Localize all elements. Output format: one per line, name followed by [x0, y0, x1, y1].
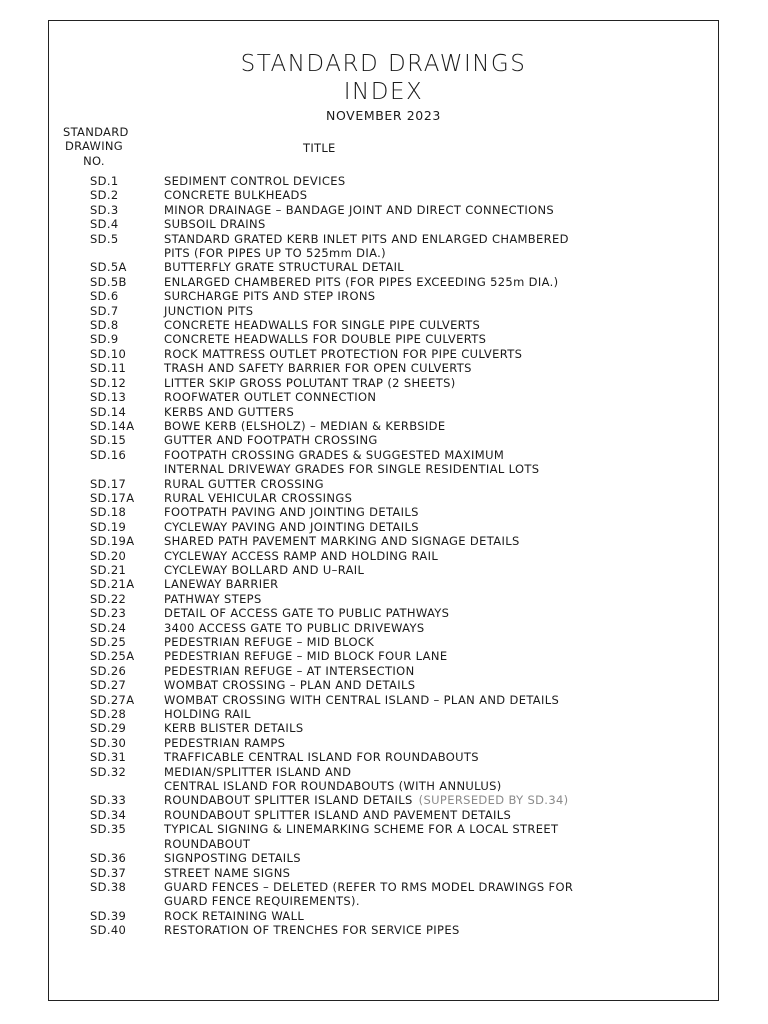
table-row: [49, 188, 718, 202]
table-row: [49, 390, 718, 404]
table-row: [49, 822, 718, 851]
drawing-title-line: [164, 289, 684, 303]
drawing-title-line: [164, 188, 684, 202]
table-row: [49, 649, 718, 663]
drawing-title-line: [164, 664, 684, 678]
drawing-title-line: [164, 275, 684, 289]
table-row: [49, 621, 718, 635]
drawing-title-text: STREET NAME SIGNS: [164, 865, 291, 880]
drawing-title-line: [164, 635, 684, 649]
drawing-number: SD.15: [90, 433, 127, 448]
drawing-title: [164, 649, 684, 663]
drawing-title: [164, 577, 684, 591]
drawing-title-text: FOOTPATH CROSSING GRADES & SUGGESTED MAXIMUM: [164, 447, 505, 462]
drawing-title: [164, 448, 684, 477]
drawing-title-text: LITTER SKIP GROSS POLUTANT TRAP (2 SHEETS): [164, 375, 456, 390]
drawing-number: SD.36: [90, 851, 127, 866]
drawing-number: SD.20: [90, 548, 127, 563]
drawing-title-text: GUTTER AND FOOTPATH CROSSING: [164, 433, 378, 448]
table-row: [49, 664, 718, 678]
drawing-number: SD.35: [90, 822, 127, 837]
drawing-sheet: [48, 20, 719, 1001]
table-row: [49, 577, 718, 591]
drawing-title-text: TRAFFICABLE CENTRAL ISLAND FOR ROUNDABOUTS: [164, 750, 479, 765]
drawing-title-text: CYCLEWAY PAVING AND JOINTING DETAILS: [164, 519, 419, 534]
table-row: [49, 707, 718, 721]
drawing-title-line: [164, 606, 684, 620]
drawing-title-line: [164, 304, 684, 318]
table-row: [49, 491, 718, 505]
drawing-title: [164, 390, 684, 404]
table-row: [49, 693, 718, 707]
table-row: [49, 880, 718, 909]
table-row: [49, 505, 718, 519]
drawing-title: [164, 678, 684, 692]
drawing-number: SD.39: [90, 908, 127, 923]
drawing-title-line: [164, 549, 684, 563]
drawing-title-text: RESTORATION OF TRENCHES FOR SERVICE PIPES: [164, 923, 460, 938]
table-row: [49, 534, 718, 548]
drawing-title: [164, 520, 684, 534]
drawing-title-line: [164, 894, 684, 908]
drawing-title-text: 3400 ACCESS GATE TO PUBLIC DRIVEWAYS: [164, 620, 425, 635]
drawing-title-line: [164, 736, 684, 750]
drawing-title: [164, 405, 684, 419]
drawing-title-text: TRASH AND SAFETY BARRIER FOR OPEN CULVERTS: [164, 361, 472, 376]
drawing-number: SD.16: [90, 447, 127, 462]
drawing-title: [164, 217, 684, 231]
table-row: [49, 361, 718, 375]
drawing-number: SD.26: [90, 663, 127, 678]
drawing-title-text: PEDESTRIAN RAMPS: [164, 735, 286, 750]
drawing-title: [164, 260, 684, 274]
drawing-title: [164, 707, 684, 721]
drawing-number: SD.12: [90, 375, 127, 390]
drawing-title-line: [164, 693, 684, 707]
page-subtitle: INDEX: [343, 79, 424, 105]
drawing-title-line: [164, 246, 684, 260]
drawing-title-text: TYPICAL SIGNING & LINEMARKING SCHEME FOR A LOCAL STREET: [164, 822, 559, 837]
drawing-title-text: PEDESTRIAN REFUGE – AT INTERSECTION: [164, 663, 415, 678]
table-row: [49, 520, 718, 534]
drawing-number: SD.33: [90, 793, 127, 808]
table-row: [49, 419, 718, 433]
drawing-title-text: SIGNPOSTING DETAILS: [164, 851, 301, 866]
table-row: [49, 808, 718, 822]
table-row: [49, 477, 718, 491]
drawing-title: [164, 275, 684, 289]
table-row: [49, 332, 718, 346]
drawing-number: SD.19A: [90, 534, 135, 549]
table-row: [49, 851, 718, 865]
drawing-title-line: [164, 217, 684, 231]
drawing-title-line: [164, 779, 684, 793]
drawing-title: [164, 188, 684, 202]
drawing-number: SD.40: [90, 923, 127, 938]
drawing-title-text: PITS (FOR PIPES UP TO 525mm DIA.): [164, 246, 386, 261]
drawing-title-text: CONCRETE HEADWALLS FOR SINGLE PIPE CULVERTS: [164, 318, 481, 333]
drawing-title-text: RURAL GUTTER CROSSING: [164, 476, 324, 491]
drawing-number: SD.21A: [90, 577, 135, 592]
table-row: [49, 405, 718, 419]
column-header-number: [63, 125, 129, 168]
table-row: [49, 592, 718, 606]
drawing-title: [164, 606, 684, 620]
drawing-title-line: [164, 232, 684, 246]
drawing-title-line: [164, 621, 684, 635]
drawing-title-text: CONCRETE HEADWALLS FOR DOUBLE PIPE CULVERTS: [164, 332, 487, 347]
drawing-title-text: RURAL VEHICULAR CROSSINGS: [164, 490, 353, 505]
table-row: [49, 275, 718, 289]
table-row: [49, 376, 718, 390]
drawing-title-line: [164, 563, 684, 577]
drawing-title: [164, 318, 684, 332]
drawing-title-line: [164, 837, 684, 851]
drawing-title-text: PEDESTRIAN REFUGE – MID BLOCK: [164, 635, 375, 649]
drawing-title-text: WOMBAT CROSSING – PLAN AND DETAILS: [164, 678, 416, 693]
drawing-number: SD.28: [90, 707, 127, 722]
drawing-title-line: [164, 592, 684, 606]
drawing-title-text: ROOFWATER OUTLET CONNECTION: [164, 390, 377, 405]
drawing-title-line: [164, 347, 684, 361]
drawing-title: [164, 563, 684, 577]
drawing-number: SD.31: [90, 750, 127, 765]
drawing-number: SD.8: [90, 318, 119, 333]
drawing-number: SD.38: [90, 879, 127, 894]
table-row: [49, 318, 718, 332]
table-row: [49, 217, 718, 231]
drawing-number: SD.7: [90, 303, 119, 318]
drawing-number: SD.37: [90, 865, 127, 880]
drawing-title-line: [164, 419, 684, 433]
drawing-title: [164, 721, 684, 735]
drawing-number: SD.2: [90, 188, 119, 203]
drawing-title-line: [164, 318, 684, 332]
drawing-title-line: [164, 260, 684, 274]
drawing-title: [164, 880, 684, 909]
drawing-title-text: SURCHARGE PITS AND STEP IRONS: [164, 289, 376, 304]
drawing-title-line: [164, 678, 684, 692]
drawing-title: [164, 332, 684, 346]
drawing-title-text: FOOTPATH PAVING AND JOINTING DETAILS: [164, 505, 419, 520]
drawing-title: [164, 549, 684, 563]
drawing-title: [164, 347, 684, 361]
drawing-title-text: MEDIAN/SPLITTER ISLAND AND: [164, 764, 352, 779]
drawing-number: SD.17A: [90, 490, 135, 505]
drawing-title-text: KERB BLISTER DETAILS: [164, 721, 304, 736]
drawing-title-text: WOMBAT CROSSING WITH CENTRAL ISLAND – PLAN AND DETAILS: [164, 692, 560, 707]
table-row: [49, 635, 718, 649]
drawing-title-line: [164, 866, 684, 880]
drawing-title-line: [164, 851, 684, 865]
table-row: [49, 549, 718, 563]
drawing-title: [164, 304, 684, 318]
table-row: [49, 347, 718, 361]
drawing-title-text: ROUNDABOUT: [164, 836, 251, 851]
drawing-title: [164, 203, 684, 217]
drawing-title-line: [164, 707, 684, 721]
superseded-note: (SUPERSEDED BY SD.34): [418, 793, 569, 808]
drawing-title: [164, 505, 684, 519]
drawing-number: SD.30: [90, 735, 127, 750]
drawing-title-line: [164, 462, 684, 476]
drawing-title-line: [164, 390, 684, 404]
drawing-number: SD.34: [90, 807, 127, 822]
drawing-title-text: ROCK RETAINING WALL: [164, 908, 305, 923]
drawing-title-text: PATHWAY STEPS: [164, 591, 262, 606]
drawing-title: [164, 232, 684, 261]
drawing-number: SD.18: [90, 505, 127, 520]
column-header-number-line: DRAWING: [65, 139, 123, 154]
drawing-title-line: [164, 534, 684, 548]
drawing-title: [164, 664, 684, 678]
table-row: [49, 232, 718, 261]
drawing-number: SD.25A: [90, 649, 135, 664]
drawing-title-text: DETAIL OF ACCESS GATE TO PUBLIC PATHWAYS: [164, 606, 450, 621]
drawing-title-text: BUTTERFLY GRATE STRUCTURAL DETAIL: [164, 260, 405, 275]
drawing-title-line: [164, 649, 684, 663]
drawing-title-line: [164, 765, 684, 779]
table-row: [49, 923, 718, 937]
drawing-title: [164, 534, 684, 548]
drawing-title-line: [164, 361, 684, 375]
column-header-number-line: STANDARD: [63, 125, 129, 139]
drawing-title-text: SEDIMENT CONTROL DEVICES: [164, 174, 346, 188]
table-row: [49, 721, 718, 735]
drawing-title: [164, 419, 684, 433]
table-row: [49, 433, 718, 447]
drawing-title-text: LANEWAY BARRIER: [164, 577, 279, 592]
drawing-title-text: CENTRAL ISLAND FOR ROUNDABOUTS (WITH ANNULUS): [164, 779, 502, 794]
drawing-title-line: [164, 793, 684, 807]
drawing-title-line: [164, 491, 684, 505]
drawing-title-text: GUARD FENCE REQUIREMENTS).: [164, 894, 360, 909]
table-row: [49, 203, 718, 217]
drawing-number: SD.14: [90, 404, 127, 419]
table-row: [49, 606, 718, 620]
drawing-number: SD.10: [90, 346, 127, 361]
drawing-title: [164, 822, 684, 851]
page-title: STANDARD DRAWINGS: [240, 51, 527, 77]
table-row: [49, 304, 718, 318]
drawing-number: SD.13: [90, 390, 127, 405]
drawing-number: SD.5B: [90, 274, 127, 289]
drawing-number: SD.1: [90, 174, 119, 188]
drawing-title: [164, 808, 684, 822]
drawing-number: SD.5: [90, 231, 119, 246]
drawing-title: [164, 635, 684, 649]
drawing-title: [164, 736, 684, 750]
column-header-title: TITLE: [303, 141, 336, 155]
drawing-title-text: HOLDING RAIL: [164, 707, 251, 722]
drawing-title: [164, 174, 684, 188]
drawing-index-list: [49, 174, 718, 938]
drawing-title: [164, 376, 684, 390]
drawing-number: SD.24: [90, 620, 127, 635]
drawing-number: SD.9: [90, 332, 119, 347]
table-row: [49, 563, 718, 577]
drawing-number: SD.5A: [90, 260, 127, 275]
drawing-number: SD.25: [90, 635, 127, 649]
drawing-number: SD.21: [90, 562, 127, 577]
drawing-number: SD.32: [90, 764, 127, 779]
drawing-title-text: MINOR DRAINAGE – BANDAGE JOINT AND DIRECT CONNECTIONS: [164, 202, 555, 217]
drawing-number: SD.14A: [90, 418, 135, 433]
drawing-title: [164, 693, 684, 707]
drawing-title-line: [164, 433, 684, 447]
drawing-title-text: ROUNDABOUT SPLITTER ISLAND AND PAVEMENT DETAILS: [164, 807, 512, 822]
drawing-title-line: [164, 332, 684, 346]
drawing-title: [164, 361, 684, 375]
drawing-title-text: INTERNAL DRIVEWAY GRADES FOR SINGLE RESIDENTIAL LOTS: [164, 462, 540, 477]
drawing-title-line: [164, 203, 684, 217]
table-row: [49, 260, 718, 274]
drawing-number: SD.27A: [90, 692, 135, 707]
drawing-title-text: CYCLEWAY ACCESS RAMP AND HOLDING RAIL: [164, 548, 439, 563]
drawing-title: [164, 765, 684, 794]
drawing-title: [164, 909, 684, 923]
column-header-number-line: NO.: [83, 153, 105, 168]
drawing-title: [164, 477, 684, 491]
drawing-title-line: [164, 405, 684, 419]
drawing-title-line: [164, 923, 684, 937]
drawing-title: [164, 851, 684, 865]
drawing-title-text: GUARD FENCES – DELETED (REFER TO RMS MODEL DRAWINGS FOR: [164, 879, 574, 894]
drawing-title-text: JUNCTION PITS: [164, 303, 254, 318]
drawing-title: [164, 491, 684, 505]
drawing-title-text: CONCRETE BULKHEADS: [164, 188, 308, 203]
drawing-number: SD.17: [90, 476, 127, 491]
drawing-title-line: [164, 822, 684, 836]
drawing-number: SD.11: [90, 361, 127, 376]
drawing-title: [164, 592, 684, 606]
table-row: [49, 909, 718, 923]
drawing-title-text: CYCLEWAY BOLLARD AND U–RAIL: [164, 562, 365, 577]
drawing-number: SD.4: [90, 217, 119, 232]
drawing-number: SD.19: [90, 519, 127, 534]
drawing-title-line: [164, 721, 684, 735]
drawing-title-line: [164, 477, 684, 491]
drawing-title-text: ROCK MATTRESS OUTLET PROTECTION FOR PIPE CULVERTS: [164, 346, 523, 361]
drawing-title-text: KERBS AND GUTTERS: [164, 404, 295, 419]
drawing-title-text: SUBSOIL DRAINS: [164, 217, 266, 232]
drawing-title-text: ENLARGED CHAMBERED PITS (FOR PIPES EXCEEDING 525m DIA.): [164, 274, 559, 289]
drawing-number: SD.22: [90, 591, 127, 606]
drawing-title-line: [164, 448, 684, 462]
drawing-title-line: [164, 880, 684, 894]
drawing-title-line: [164, 174, 684, 188]
table-row: [49, 289, 718, 303]
drawing-title: [164, 866, 684, 880]
drawing-title: [164, 793, 684, 807]
table-row: [49, 174, 718, 188]
drawing-title: [164, 923, 684, 937]
drawing-title-line: [164, 808, 684, 822]
drawing-title: [164, 621, 684, 635]
table-row: [49, 866, 718, 880]
drawing-title: [164, 750, 684, 764]
table-row: [49, 448, 718, 477]
table-row: [49, 750, 718, 764]
table-row: [49, 678, 718, 692]
drawing-number: SD.23: [90, 606, 127, 621]
drawing-title-line: [164, 750, 684, 764]
drawing-title: [164, 433, 684, 447]
drawing-number: SD.27: [90, 678, 127, 693]
drawing-title-line: [164, 520, 684, 534]
drawing-title-text: ROUNDABOUT SPLITTER ISLAND DETAILS: [164, 793, 413, 808]
drawing-number: SD.3: [90, 202, 119, 217]
drawing-title-text: BOWE KERB (ELSHOLZ) – MEDIAN & KERBSIDE: [164, 418, 446, 433]
drawing-title-text: STANDARD GRATED KERB INLET PITS AND ENLARGED CHAMBERED: [164, 231, 569, 246]
drawing-title: [164, 289, 684, 303]
drawing-title-line: [164, 505, 684, 519]
drawing-title-line: [164, 577, 684, 591]
table-row: [49, 736, 718, 750]
drawing-number: SD.29: [90, 721, 127, 736]
drawing-title-text: SHARED PATH PAVEMENT MARKING AND SIGNAGE DETAILS: [164, 534, 520, 549]
drawing-number: SD.6: [90, 289, 119, 304]
table-row: [49, 765, 718, 794]
drawing-title-text: PEDESTRIAN REFUGE – MID BLOCK FOUR LANE: [164, 649, 448, 664]
drawing-title-line: [164, 376, 684, 390]
table-row: [49, 793, 718, 807]
issue-date: NOVEMBER 2023: [326, 108, 441, 123]
drawing-title-line: [164, 909, 684, 923]
